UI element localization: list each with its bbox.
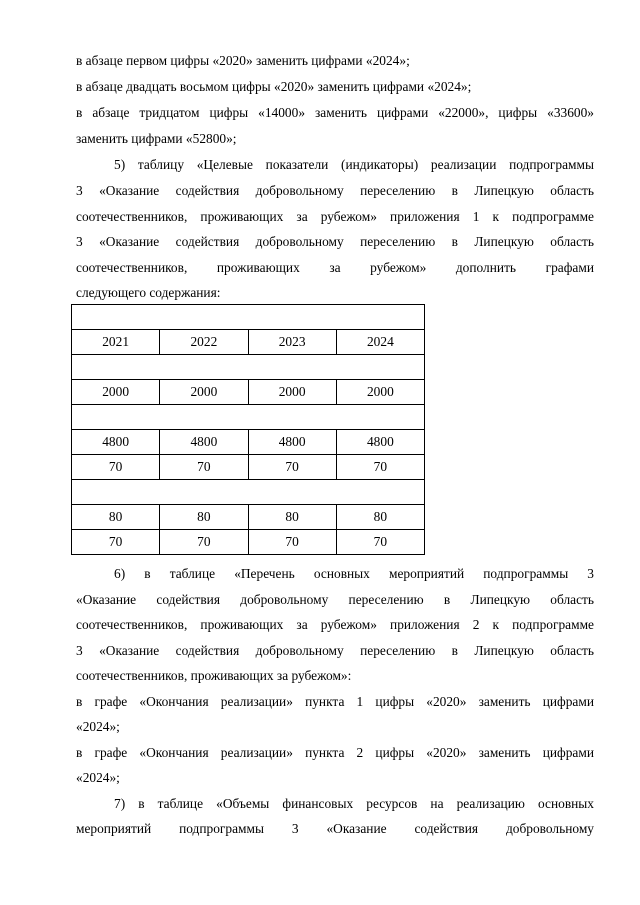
- item-6-line: в графе «Окончания реализации» пункта 1 цифры «2020» заменить цифрами: [76, 694, 594, 709]
- table-top-row: [72, 305, 425, 330]
- table-row: [72, 505, 425, 530]
- year-header-cell: 2024: [336, 330, 424, 355]
- item-5-line: 3 «Оказание содействия добровольному переселению в Липецкую область: [76, 234, 594, 249]
- indicators-table: [71, 304, 425, 555]
- table-row: [72, 530, 425, 555]
- item-7-line: 7) в таблице «Объемы финансовых ресурсов на реализацию основных: [114, 796, 594, 811]
- text-line: в абзаце тридцатом цифры «14000» заменить цифрами «22000», цифры «33600»: [76, 105, 594, 120]
- table-cell: 70: [72, 455, 160, 480]
- table-cell: 80: [248, 505, 336, 530]
- item-6-line: в графе «Окончания реализации» пункта 2 цифры «2020» заменить цифрами: [76, 745, 594, 760]
- table-cell: 80: [72, 505, 160, 530]
- table-cell: 2000: [72, 380, 160, 405]
- item-6-line: «2024»;: [76, 770, 120, 785]
- table-row: [72, 455, 425, 480]
- table-cell: 4800: [248, 430, 336, 455]
- table-row: [72, 380, 425, 405]
- table-header-row: [72, 330, 425, 355]
- table-blank-row: [72, 355, 425, 380]
- table-cell: 4800: [336, 430, 424, 455]
- item-7-line: мероприятий подпрограммы 3 «Оказание содействия добровольному: [76, 821, 594, 836]
- item-5-line: соотечественников, проживающих за рубежом» дополнить графами: [76, 260, 594, 275]
- text-line: заменить цифрами «52800»;: [76, 131, 237, 146]
- item-5-line: 3 «Оказание содействия добровольному переселению в Липецкую область: [76, 183, 594, 198]
- table-cell: 2000: [248, 380, 336, 405]
- table-cell: 80: [336, 505, 424, 530]
- item-6-line: «2024»;: [76, 719, 120, 734]
- table-cell: 2000: [160, 380, 248, 405]
- table-cell: 70: [160, 530, 248, 555]
- table-cell: 2000: [336, 380, 424, 405]
- table-cell: 70: [248, 455, 336, 480]
- table-blank-row: [72, 480, 425, 505]
- item-6-line: 3 «Оказание содействия добровольному переселению в Липецкую область: [76, 643, 594, 658]
- year-header-cell: 2021: [72, 330, 160, 355]
- text-line: в абзаце первом цифры «2020» заменить цифрами «2024»;: [76, 53, 410, 68]
- year-header-cell: 2022: [160, 330, 248, 355]
- text-line: в абзаце двадцать восьмом цифры «2020» заменить цифрами «2024»;: [76, 79, 472, 94]
- table-cell: 70: [248, 530, 336, 555]
- table-cell: 70: [336, 455, 424, 480]
- item-5-line: следующего содержания:: [76, 285, 221, 300]
- table-blank-row: [72, 405, 425, 430]
- item-6-line: соотечественников, проживающих за рубежом»:: [76, 668, 352, 683]
- table-cell: 70: [336, 530, 424, 555]
- table-cell: 80: [160, 505, 248, 530]
- item-6-line: 6) в таблице «Перечень основных мероприятий подпрограммы 3: [114, 566, 594, 581]
- item-5-line: соотечественников, проживающих за рубежом» приложения 1 к подпрограмме: [76, 209, 594, 224]
- table-cell: 4800: [160, 430, 248, 455]
- year-header-cell: 2023: [248, 330, 336, 355]
- table-row: [72, 430, 425, 455]
- item-5-line: 5) таблицу «Целевые показатели (индикаторы) реализации подпрограммы: [114, 157, 594, 172]
- table-cell: 70: [160, 455, 248, 480]
- table-cell: 70: [72, 530, 160, 555]
- table-cell: 4800: [72, 430, 160, 455]
- item-6-line: соотечественников, проживающих за рубежом» приложения 2 к подпрограмме: [76, 617, 594, 632]
- item-6-line: «Оказание содействия добровольному переселению в Липецкую область: [76, 592, 594, 607]
